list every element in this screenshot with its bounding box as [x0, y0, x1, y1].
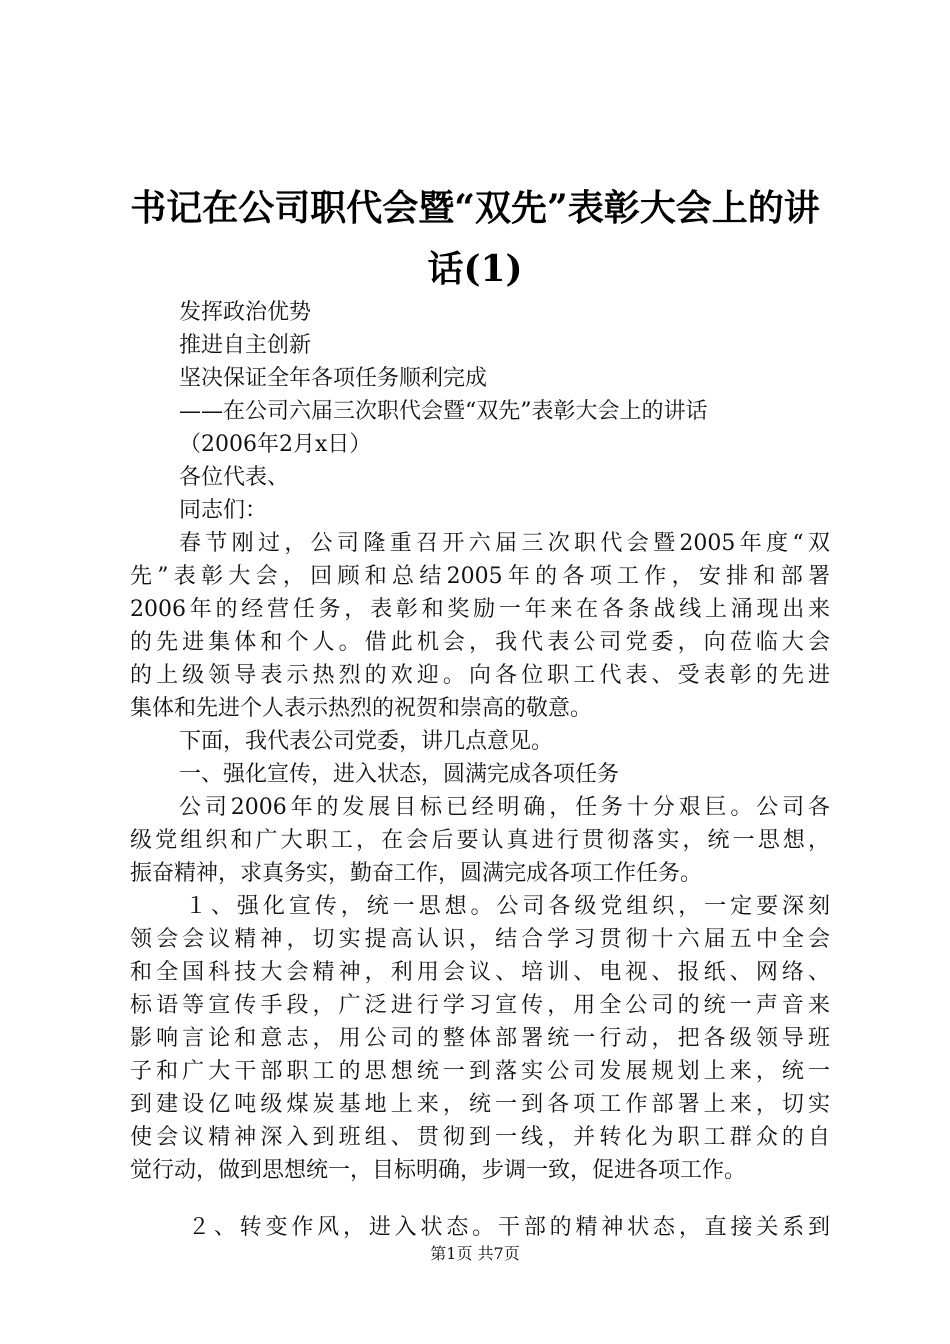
paragraph-line: 的先进集体和个人。借此机会，我代表公司党委，向莅临大会 [130, 630, 830, 655]
subtitle-line: 发挥政治优势 [179, 300, 312, 325]
page-footer: 第1页 共7页 [430, 1244, 520, 1263]
paragraph-line: 振奋精神，求真务实，勤奋工作，圆满完成各项工作任务。 [130, 861, 703, 886]
paragraph-line: ２、转变作风，进入状态。干部的精神状态，直接关系到 [188, 1215, 830, 1240]
paragraph-line: 春节刚过，公司隆重召开六届三次职代会暨2005年度“双 [179, 531, 830, 556]
document-body [130, 296, 830, 1244]
paragraph-line: 使会议精神深入到班组、贯彻到一线，并转化为职工群众的自 [130, 1125, 830, 1150]
speech-occasion-line: ——在公司六届三次职代会暨“双先”表彰大会上的讲话 [179, 399, 708, 424]
paragraph-line: 影响言论和意志，用公司的整体部署统一行动，把各级领导班 [130, 1026, 830, 1051]
paragraph-line: 集体和先进个人表示热烈的祝贺和崇高的敬意。 [130, 696, 593, 721]
paragraph-line: 子和广大干部职工的思想统一到落实公司发展规划上来，统一 [130, 1059, 830, 1084]
paragraph-line: 先”表彰大会，回顾和总结2005年的各项工作，安排和部署 [130, 564, 830, 589]
paragraph-line: 下面，我代表公司党委，讲几点意见。 [179, 729, 554, 754]
paragraph-line: 领会会议精神，切实提高认识，结合学习贯彻十六届五中全会 [130, 927, 830, 952]
document-title-line-2: 话(1) [427, 248, 523, 290]
document-title-line-1: 书记在公司职代会暨“双先”表彰大会上的讲 [130, 187, 820, 229]
paragraph-line: 级党组织和广大职工，在会后要认真进行贯彻落实，统一思想， [130, 828, 830, 853]
speech-date-line: （2006年2月x日） [179, 432, 372, 457]
paragraph-line: 的上级领导表示热烈的欢迎。向各位职工代表、受表彰的先进 [130, 663, 830, 688]
subtitle-line: 推进自主创新 [179, 333, 312, 358]
paragraph-line: 觉行动，做到思想统一，目标明确，步调一致，促进各项工作。 [130, 1158, 747, 1183]
subtitle-line: 坚决保证全年各项任务顺利完成 [179, 366, 488, 391]
paragraph-line: 到建设亿吨级煤炭基地上来，统一到各项工作部署上来，切实 [130, 1092, 830, 1117]
paragraph-line: 标语等宣传手段，广泛进行学习宣传，用全公司的统一声音来 [130, 993, 830, 1018]
salutation-line: 同志们： [179, 498, 268, 523]
paragraph-line: 公司2006年的发展目标已经明确，任务十分艰巨。公司各 [179, 795, 830, 820]
paragraph-line: 和全国科技大会精神，利用会议、培训、电视、报纸、网络、 [130, 960, 830, 985]
section-heading: 一、强化宣传，进入状态，圆满完成各项任务 [179, 762, 620, 787]
paragraph-line: 2006年的经营任务，表彰和奖励一年来在各条战线上涌现出来 [130, 597, 830, 622]
paragraph-line: １、强化宣传，统一思想。公司各级党组织，一定要深刻 [185, 894, 830, 919]
salutation-line: 各位代表、 [179, 465, 290, 490]
